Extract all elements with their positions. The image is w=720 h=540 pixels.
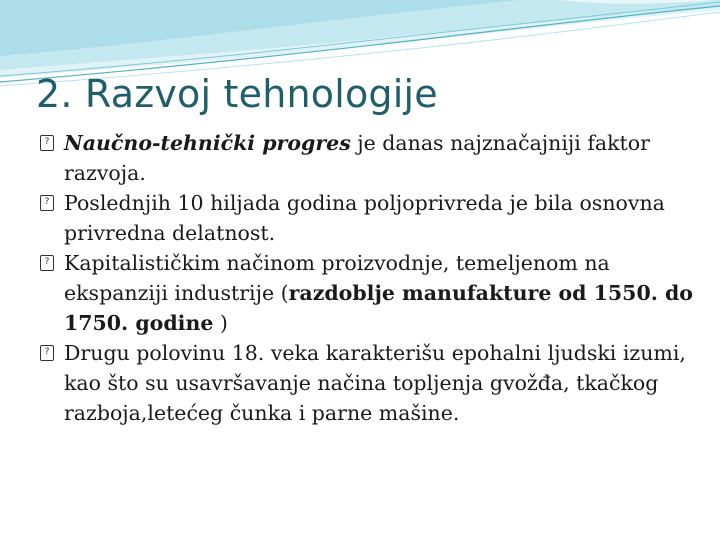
- missing-glyph-box-icon: ?: [40, 135, 54, 151]
- missing-glyph-box-icon: ?: [40, 255, 54, 271]
- bullet-item: [34, 188, 704, 248]
- bullet-item: [34, 248, 704, 338]
- bullet-item: [34, 338, 704, 428]
- bullet-list: [34, 128, 704, 428]
- bullet-text: je danas najznačajniji faktor razvoja.: [64, 131, 650, 185]
- bullet-text: Poslednjih 10 hiljada godina poljoprivreda je bila osnovna privredna delatnost.: [64, 191, 665, 245]
- bullet-emphasis: Naučno-tehnički progres: [64, 131, 351, 155]
- slide-title: 2. Razvoj tehnologije: [36, 72, 438, 116]
- missing-glyph-box-icon: ?: [40, 345, 54, 361]
- bullet-text: Drugu polovinu 18. veka karakterišu epohalni ljudski izumi, kao što su usavršavanje načina topljenja gvožđa, tkačkog razboja,letećeg čunka i parne mašine.: [64, 341, 686, 425]
- bullet-text: Kapitalističkim načinom proizvodnje, temeljenom na ekspanziji industrije (: [64, 251, 610, 305]
- bullet-strong: razdoblje manufakture od 1550. do 1750. godine: [64, 281, 693, 335]
- bullet-text-after: ): [213, 311, 228, 335]
- missing-glyph-box-icon: ?: [40, 195, 54, 211]
- bullet-item: [34, 128, 704, 188]
